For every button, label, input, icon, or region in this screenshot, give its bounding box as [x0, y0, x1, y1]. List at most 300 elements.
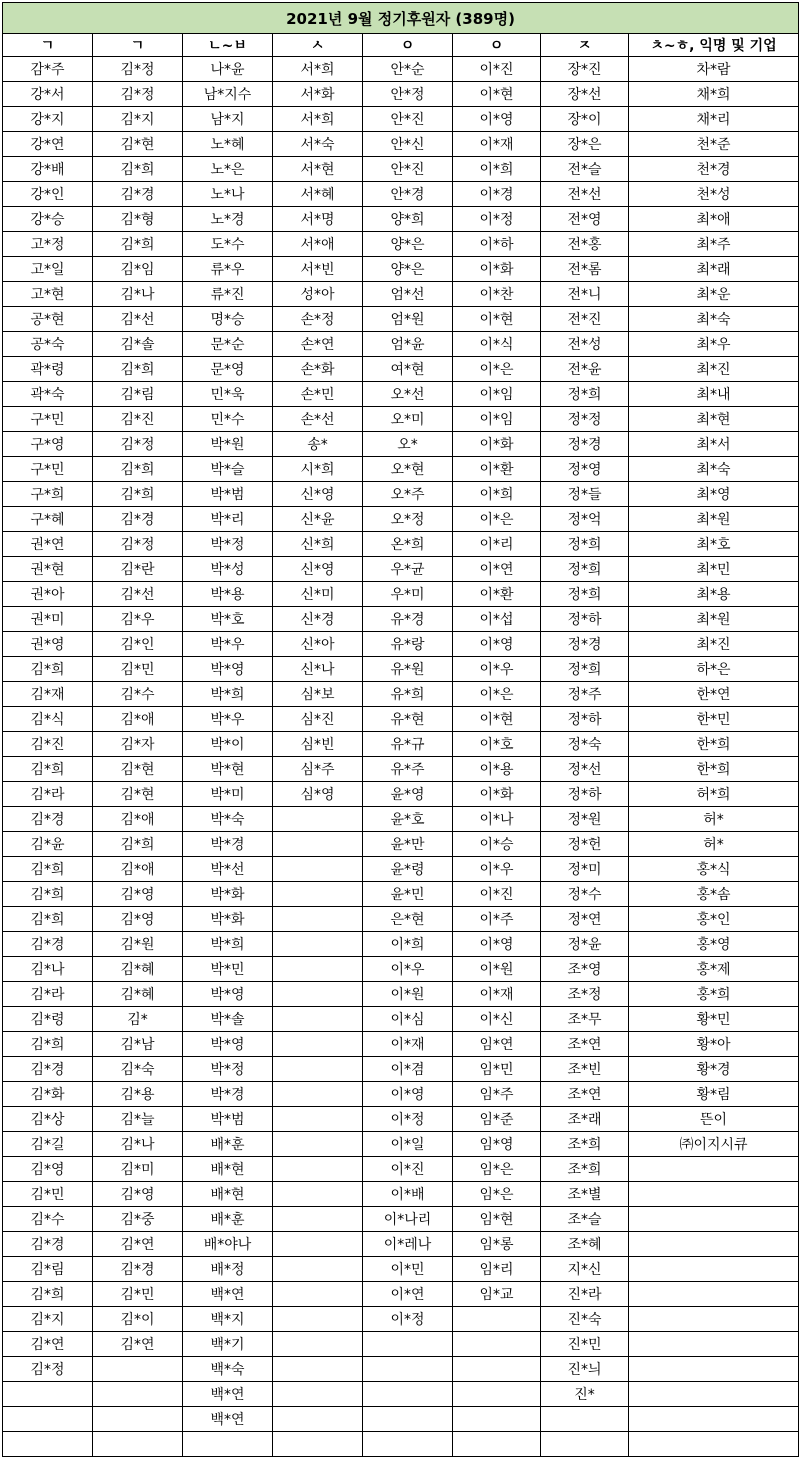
donor-cell: 김*연	[93, 1232, 183, 1257]
donor-cell	[453, 1407, 541, 1432]
donor-cell: 김*애	[93, 707, 183, 732]
donor-cell: 서*희	[273, 107, 363, 132]
donor-cell: 황*민	[629, 1007, 799, 1032]
donor-cell: 정*희	[541, 582, 629, 607]
donor-cell: 김*영	[93, 907, 183, 932]
donor-cell	[453, 1307, 541, 1332]
donor-cell: 김*희	[3, 657, 93, 682]
donor-cell: 임*준	[453, 1107, 541, 1132]
donor-cell: 김*란	[93, 557, 183, 582]
donor-cell: 안*정	[363, 82, 453, 107]
donor-cell: 권*미	[3, 607, 93, 632]
donor-cell	[273, 1082, 363, 1107]
donor-cell: 정*원	[541, 807, 629, 832]
donor-cell: 홍*솜	[629, 882, 799, 907]
donor-cell: 임*주	[453, 1082, 541, 1107]
donor-cell: 구*희	[3, 482, 93, 507]
donor-cell: 박*우	[183, 632, 273, 657]
donor-cell: 임*연	[453, 1032, 541, 1057]
donor-cell: 안*진	[363, 157, 453, 182]
donor-cell	[453, 1382, 541, 1407]
donor-cell: 지*신	[541, 1257, 629, 1282]
table-row	[3, 82, 799, 107]
table-row	[3, 857, 799, 882]
donor-cell	[363, 1357, 453, 1382]
donor-cell: 김*수	[3, 1207, 93, 1232]
donor-cell: 유*주	[363, 757, 453, 782]
donor-cell: 엄*원	[363, 307, 453, 332]
donor-cell: 김*남	[93, 1032, 183, 1057]
donor-cell: 최*현	[629, 407, 799, 432]
donor-cell: 이*민	[363, 1257, 453, 1282]
donor-cell: 한*민	[629, 707, 799, 732]
donor-cell: 이*우	[453, 657, 541, 682]
donor-cell: 백*연	[183, 1382, 273, 1407]
donor-cell	[363, 1407, 453, 1432]
donor-cell: 신*희	[273, 532, 363, 557]
donor-cell: 김*솔	[93, 332, 183, 357]
donor-cell: 백*연	[183, 1407, 273, 1432]
table-row	[3, 832, 799, 857]
donor-cell: 진*	[541, 1382, 629, 1407]
donor-cell: 심*진	[273, 707, 363, 732]
column-header: ㄱ	[93, 34, 183, 57]
donor-cell	[629, 1332, 799, 1357]
table-row	[3, 1207, 799, 1232]
donor-cell	[363, 1382, 453, 1407]
donor-cell: 박*용	[183, 582, 273, 607]
donor-cell: 정*수	[541, 882, 629, 907]
table-row	[3, 1332, 799, 1357]
table-row	[3, 1232, 799, 1257]
donor-cell	[453, 1332, 541, 1357]
donor-cell: 이*현	[453, 307, 541, 332]
table-row	[3, 157, 799, 182]
donor-cell: 이*하	[453, 232, 541, 257]
table-row	[3, 807, 799, 832]
donor-cell: 진*민	[541, 1332, 629, 1357]
donor-cell: 정*주	[541, 682, 629, 707]
donor-cell: 김*림	[93, 382, 183, 407]
donor-cell: 정*영	[541, 457, 629, 482]
donor-cell: 박*경	[183, 1082, 273, 1107]
donor-cell: 문*순	[183, 332, 273, 357]
donor-cell: 임*영	[453, 1132, 541, 1157]
donor-cell: 채*리	[629, 107, 799, 132]
donor-cell: 이*영	[453, 107, 541, 132]
donor-cell: 김*민	[93, 657, 183, 682]
donor-cell: 노*경	[183, 207, 273, 232]
table-row	[3, 707, 799, 732]
donor-cell: 김*나	[93, 282, 183, 307]
table-row	[3, 332, 799, 357]
donor-cell: 이*희	[453, 157, 541, 182]
donor-cell: 이*배	[363, 1182, 453, 1207]
donor-cell: 정*연	[541, 907, 629, 932]
donor-cell	[629, 1357, 799, 1382]
donor-cell: 이*현	[453, 707, 541, 732]
donor-cell: 신*윤	[273, 507, 363, 532]
donor-cell: ㈜이지시큐	[629, 1132, 799, 1157]
donor-cell: 이*찬	[453, 282, 541, 307]
donor-cell: 오*선	[363, 382, 453, 407]
donor-cell: 김*경	[3, 932, 93, 957]
table-row	[3, 1307, 799, 1332]
donor-cell: 이*연	[363, 1282, 453, 1307]
donor-cell: 서*희	[273, 57, 363, 82]
table-row	[3, 957, 799, 982]
donor-cell	[273, 1357, 363, 1382]
table-row	[3, 532, 799, 557]
donor-cell: 정*억	[541, 507, 629, 532]
donor-cell: 최*래	[629, 257, 799, 282]
donor-cell	[273, 907, 363, 932]
donor-cell: 배*현	[183, 1182, 273, 1207]
donor-cell: 조*연	[541, 1082, 629, 1107]
donor-cell: 정*미	[541, 857, 629, 882]
donor-cell: 이*정	[363, 1107, 453, 1132]
donor-cell	[273, 1207, 363, 1232]
donor-cell: 박*성	[183, 557, 273, 582]
table-row	[3, 1032, 799, 1057]
donor-cell: 시*희	[273, 457, 363, 482]
donor-cell: 허*	[629, 807, 799, 832]
donor-cell: 황*아	[629, 1032, 799, 1057]
donor-cell: 심*보	[273, 682, 363, 707]
donor-cell: 심*빈	[273, 732, 363, 757]
donor-cell: 이*재	[363, 1032, 453, 1057]
table-row	[3, 407, 799, 432]
donor-cell: 최*서	[629, 432, 799, 457]
donor-cell: 장*은	[541, 132, 629, 157]
donor-cell	[629, 1207, 799, 1232]
donor-cell: 이*신	[453, 1007, 541, 1032]
donor-cell: 이*임	[453, 382, 541, 407]
donor-cell: 노*혜	[183, 132, 273, 157]
donor-cell	[273, 857, 363, 882]
donor-cell	[273, 882, 363, 907]
donor-cell: 김*영	[93, 882, 183, 907]
donor-cell: 은*현	[363, 907, 453, 932]
donor-cell: 오*	[363, 432, 453, 457]
donor-cell: 임*현	[453, 1207, 541, 1232]
table-row	[3, 732, 799, 757]
donor-cell: 감*주	[3, 57, 93, 82]
donor-cell: 강*인	[3, 182, 93, 207]
donor-cell: 김*윤	[3, 832, 93, 857]
table-row	[3, 1382, 799, 1407]
donor-cell: 장*진	[541, 57, 629, 82]
donor-cell: 이*주	[453, 907, 541, 932]
donor-cell: 서*현	[273, 157, 363, 182]
donor-cell	[93, 1357, 183, 1382]
column-header: ㅅ	[273, 34, 363, 57]
column-header: ㅇ	[453, 34, 541, 57]
donor-cell: 윤*민	[363, 882, 453, 907]
donor-cell: 이*영	[453, 632, 541, 657]
donor-cell: 김*용	[93, 1082, 183, 1107]
donor-cell: 배*정	[183, 1257, 273, 1282]
donor-cell: 박*이	[183, 732, 273, 757]
donor-cell: 이*은	[453, 507, 541, 532]
donor-cell: 김*현	[93, 782, 183, 807]
donor-cell: 강*서	[3, 82, 93, 107]
donor-cell: 임*리	[453, 1257, 541, 1282]
column-header: ㄱ	[3, 34, 93, 57]
donor-cell: 김*지	[3, 1307, 93, 1332]
donor-cell: 양*희	[363, 207, 453, 232]
donor-cell: 김*희	[3, 757, 93, 782]
donor-cell: 노*은	[183, 157, 273, 182]
donor-cell: 김*희	[3, 857, 93, 882]
donor-cell: 유*현	[363, 707, 453, 732]
donor-cell: 박*범	[183, 482, 273, 507]
donor-cell: 김*화	[3, 1082, 93, 1107]
table-row	[3, 457, 799, 482]
donor-cell: 전*선	[541, 182, 629, 207]
table-row	[3, 1182, 799, 1207]
donor-cell: 한*연	[629, 682, 799, 707]
column-header-row	[3, 34, 799, 57]
donor-cell: 김*우	[93, 607, 183, 632]
donor-cell	[629, 1232, 799, 1257]
donor-cell: 박*호	[183, 607, 273, 632]
donor-cell: 전*성	[541, 332, 629, 357]
donor-cell: 유*원	[363, 657, 453, 682]
donor-cell: 안*진	[363, 107, 453, 132]
donor-cell: 정*희	[541, 657, 629, 682]
donor-cell: 최*우	[629, 332, 799, 357]
donor-cell: 성*아	[273, 282, 363, 307]
donor-cell	[453, 1432, 541, 1457]
donor-cell: 백*연	[183, 1282, 273, 1307]
donor-cell: 심*영	[273, 782, 363, 807]
donor-cell: 강*승	[3, 207, 93, 232]
table-row	[3, 682, 799, 707]
donor-cell: 김*선	[93, 307, 183, 332]
donor-cell: 뜬이	[629, 1107, 799, 1132]
donor-cell: 노*나	[183, 182, 273, 207]
donor-cell: 이*영	[453, 932, 541, 957]
donor-cell	[93, 1432, 183, 1457]
table-row	[3, 232, 799, 257]
donor-cell: 백*숙	[183, 1357, 273, 1382]
donor-cell: 김*늘	[93, 1107, 183, 1132]
donor-cell	[93, 1407, 183, 1432]
donor-cell: 박*민	[183, 957, 273, 982]
table-row	[3, 282, 799, 307]
donor-cell: 조*영	[541, 957, 629, 982]
donor-cell: 김*경	[3, 1232, 93, 1257]
donor-cell: 조*래	[541, 1107, 629, 1132]
donor-cell: 김*혜	[93, 957, 183, 982]
donor-cell: 박*정	[183, 1057, 273, 1082]
donor-cell: 우*미	[363, 582, 453, 607]
donor-cell: 김*연	[93, 1332, 183, 1357]
donor-cell: 이*원	[363, 982, 453, 1007]
donor-cell: 최*진	[629, 357, 799, 382]
table-row	[3, 1107, 799, 1132]
donor-cell: 김*형	[93, 207, 183, 232]
donor-cell: 서*혜	[273, 182, 363, 207]
donor-cell: 이*우	[363, 957, 453, 982]
donor-cell: 김*희	[93, 832, 183, 857]
donor-cell: 한*희	[629, 732, 799, 757]
table-row	[3, 207, 799, 232]
donor-cell: 김*정	[93, 82, 183, 107]
donor-cell: 김*정	[93, 57, 183, 82]
donor-cell: 김*경	[93, 507, 183, 532]
donor-cell: 남*지수	[183, 82, 273, 107]
donor-cell: 김*애	[93, 857, 183, 882]
donor-cell: 김*라	[3, 982, 93, 1007]
donor-cell: 이*임	[453, 407, 541, 432]
donor-cell: 서*화	[273, 82, 363, 107]
table-row	[3, 107, 799, 132]
donor-cell: 김*림	[3, 1257, 93, 1282]
donor-cell: 권*아	[3, 582, 93, 607]
donor-cell: 정*하	[541, 607, 629, 632]
donor-cell: 김*나	[3, 957, 93, 982]
donor-cell: 허*	[629, 832, 799, 857]
donor-cell: 정*선	[541, 757, 629, 782]
donor-cell: 안*경	[363, 182, 453, 207]
donor-cell	[273, 1182, 363, 1207]
donor-cell: 진*숙	[541, 1307, 629, 1332]
table-row	[3, 1357, 799, 1382]
sheet-title: 2021년 9월 정기후원자 (389명)	[3, 3, 799, 34]
donor-cell: 전*진	[541, 307, 629, 332]
donor-cell	[541, 1432, 629, 1457]
donor-cell: 안*순	[363, 57, 453, 82]
donor-table	[2, 2, 799, 1457]
donor-cell: 장*이	[541, 107, 629, 132]
donor-cell	[273, 1307, 363, 1332]
donor-cell: 엄*선	[363, 282, 453, 307]
donor-cell: 최*숙	[629, 457, 799, 482]
donor-cell: 구*영	[3, 432, 93, 457]
donor-cell: 백*기	[183, 1332, 273, 1357]
donor-cell	[273, 832, 363, 857]
donor-cell: 고*현	[3, 282, 93, 307]
donor-cell: 박*경	[183, 832, 273, 857]
donor-cell: 김*재	[3, 682, 93, 707]
donor-cell: 정*헌	[541, 832, 629, 857]
table-row	[3, 782, 799, 807]
donor-cell: 홍*인	[629, 907, 799, 932]
donor-cell: 홍*제	[629, 957, 799, 982]
donor-cell: 최*애	[629, 207, 799, 232]
table-row	[3, 1157, 799, 1182]
table-row	[3, 1007, 799, 1032]
donor-cell: 이*화	[453, 257, 541, 282]
donor-cell: 이*용	[453, 757, 541, 782]
donor-cell: 곽*령	[3, 357, 93, 382]
donor-cell: 황*경	[629, 1057, 799, 1082]
donor-cell: 구*민	[3, 407, 93, 432]
donor-cell: 전*슬	[541, 157, 629, 182]
donor-cell: 김*경	[3, 1057, 93, 1082]
donor-cell: 이*심	[363, 1007, 453, 1032]
column-header: ㅇ	[363, 34, 453, 57]
donor-cell: 김*정	[93, 432, 183, 457]
donor-cell: 박*범	[183, 1107, 273, 1132]
donor-cell: 구*민	[3, 457, 93, 482]
donor-cell: 이*화	[453, 432, 541, 457]
donor-cell: 김*인	[93, 632, 183, 657]
table-row	[3, 632, 799, 657]
donor-cell: 김*라	[3, 782, 93, 807]
donor-cell: 채*희	[629, 82, 799, 107]
donor-cell: 김*미	[93, 1157, 183, 1182]
donor-cell: 김*희	[3, 907, 93, 932]
donor-cell: 정*경	[541, 432, 629, 457]
donor-cell: 이*환	[453, 582, 541, 607]
donor-cell: 이*정	[453, 207, 541, 232]
donor-cell: 김*희	[3, 882, 93, 907]
donor-cell: 박*리	[183, 507, 273, 532]
donor-cell: 전*니	[541, 282, 629, 307]
donor-cell: 곽*숙	[3, 382, 93, 407]
donor-cell: 김*현	[93, 757, 183, 782]
donor-cell: 천*경	[629, 157, 799, 182]
donor-cell: 정*들	[541, 482, 629, 507]
donor-cell	[273, 1407, 363, 1432]
donor-cell: 조*혜	[541, 1232, 629, 1257]
donor-cell: 김*희	[93, 357, 183, 382]
donor-cell	[273, 982, 363, 1007]
donor-cell: 신*영	[273, 482, 363, 507]
donor-cell: 김*숙	[93, 1057, 183, 1082]
donor-cell: 유*규	[363, 732, 453, 757]
donor-cell: 류*우	[183, 257, 273, 282]
donor-cell: 하*은	[629, 657, 799, 682]
donor-cell: 이*환	[453, 457, 541, 482]
donor-cell: 민*수	[183, 407, 273, 432]
donor-cell: 이*겸	[363, 1057, 453, 1082]
column-header: ㅈ	[541, 34, 629, 57]
donor-cell	[363, 1432, 453, 1457]
donor-cell: 임*교	[453, 1282, 541, 1307]
donor-cell: 이*식	[453, 332, 541, 357]
donor-cell: 이*경	[453, 182, 541, 207]
donor-cell: 최*운	[629, 282, 799, 307]
donor-cell: 강*배	[3, 157, 93, 182]
table-row	[3, 982, 799, 1007]
table-row	[3, 432, 799, 457]
table-row	[3, 882, 799, 907]
donor-cell: 최*숙	[629, 307, 799, 332]
donor-cell: 윤*령	[363, 857, 453, 882]
donor-cell: 조*희	[541, 1132, 629, 1157]
donor-cell: 박*영	[183, 657, 273, 682]
donor-cell: 김*정	[3, 1357, 93, 1382]
table-row	[3, 757, 799, 782]
donor-cell: 정*경	[541, 632, 629, 657]
table-row	[3, 1432, 799, 1457]
donor-cell: 남*지	[183, 107, 273, 132]
donor-cell: 이*리	[453, 532, 541, 557]
donor-cell: 서*명	[273, 207, 363, 232]
donor-cell: 전*윤	[541, 357, 629, 382]
donor-cell: 조*정	[541, 982, 629, 1007]
table-row	[3, 132, 799, 157]
donor-cell: 전*영	[541, 207, 629, 232]
table-row	[3, 657, 799, 682]
donor-cell: 진*늬	[541, 1357, 629, 1382]
donor-cell: 박*영	[183, 982, 273, 1007]
donor-cell	[629, 1432, 799, 1457]
